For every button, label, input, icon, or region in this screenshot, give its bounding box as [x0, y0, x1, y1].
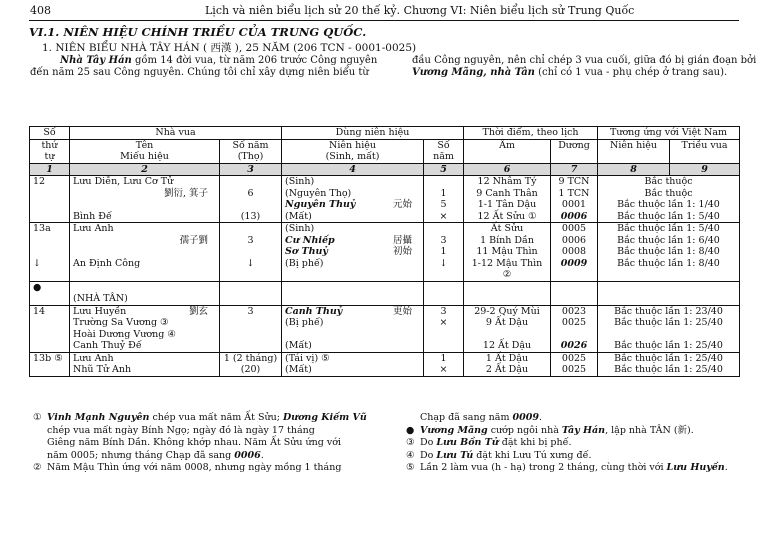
cell-duong	[551, 199, 598, 211]
cell-stt	[30, 293, 70, 305]
cell-text: 1-1 Tân Dậu	[477, 199, 537, 210]
intro-left-1: Nhà Tây Hán gồm 14 đời vua, từ năm 206 trước Công nguyên	[60, 55, 378, 66]
cell-ten	[70, 188, 220, 200]
cell-nien-hieu	[282, 317, 424, 329]
cell-text: 0026	[560, 340, 588, 351]
cell-so	[424, 246, 464, 258]
sub-header-stt: thứ tự	[30, 139, 70, 163]
cell-text: Canh Thuỷ	[285, 305, 343, 317]
cell-duong	[551, 188, 598, 200]
cell-text: 3	[440, 305, 447, 317]
cell-vn	[598, 329, 740, 341]
cell-text: Bắc thuộc lần 1: 25/40	[614, 352, 723, 364]
cell-text: (Bị phế)	[285, 257, 324, 269]
cell-so-nam	[220, 188, 282, 200]
table-row	[30, 293, 740, 305]
cell-text: (Nguyên Thọ)	[285, 187, 352, 199]
cell-stt	[30, 176, 70, 188]
cell-vn	[598, 176, 740, 188]
cell-ten	[70, 211, 220, 223]
cell-ten	[70, 340, 220, 352]
cell-so-nam	[220, 235, 282, 247]
col-header-tuong-ung: Tương ứng với Việt Nam	[598, 127, 740, 140]
cell-text: Bắc thuộc lần 1: 25/40	[614, 340, 723, 351]
cell-stt	[30, 246, 70, 258]
cell-text: 12 Nhâm Tý	[477, 176, 537, 187]
cell-so-nam	[220, 329, 282, 341]
cell-text: 0005	[561, 223, 587, 234]
cell-nien-hieu	[282, 176, 424, 188]
cell-text: (Tái vị) ⑤	[285, 352, 330, 364]
cell-so-nam	[220, 211, 282, 223]
table-row	[30, 258, 740, 282]
cell-text: 5	[440, 199, 447, 210]
cell-vn	[598, 317, 740, 329]
cell-am	[464, 317, 551, 329]
cell-text: Sơ Thuỷ	[285, 246, 328, 257]
cell-text: 3	[247, 305, 254, 317]
col-header-nha-vua: Nhà vua	[70, 127, 282, 140]
cell-stt	[30, 340, 70, 352]
cell-text: Bắc thuộc lần 1: 25/40	[614, 364, 723, 375]
cell-text: Lưu Huyền	[73, 305, 127, 317]
cell-am	[464, 211, 551, 223]
cell-text: 0006	[561, 234, 587, 246]
cell-nien-hieu	[282, 293, 424, 305]
cell-vn	[598, 246, 740, 258]
cell-vn	[598, 364, 740, 376]
cell-text: Bắc thuộc lần 1: 25/40	[614, 317, 723, 328]
cell-vn	[598, 235, 740, 247]
cell-text: 12	[33, 176, 46, 187]
cell-ten	[70, 246, 220, 258]
cell-ten	[70, 317, 220, 329]
cell-duong	[551, 281, 598, 293]
page-number: 408	[30, 4, 51, 17]
cell-text: (Sinh)	[285, 223, 315, 234]
intro-right-2: Vương Mãng, nhà Tân (chỉ có 1 vua - phụ chép ở trang sau).	[412, 67, 728, 78]
header-rule	[29, 20, 739, 21]
cell-am	[464, 246, 551, 258]
cell-vn	[598, 223, 740, 235]
cell-text: An Định Công	[73, 257, 141, 269]
cell-text: Nguyên Thuỷ	[285, 199, 356, 210]
cell-am	[464, 293, 551, 305]
table-row	[30, 199, 740, 211]
cell-text: Bắc thuộc lần 1: 5/40	[617, 223, 720, 234]
cell-duong	[551, 293, 598, 305]
cell-so	[424, 235, 464, 247]
cell-text: ↓	[246, 257, 255, 269]
cell-text: 12 Ất Dậu	[482, 340, 532, 351]
cell-duong	[551, 246, 598, 258]
cell-nien-hieu	[282, 246, 424, 258]
han-characters: 劉玄	[188, 305, 208, 317]
cell-stt	[30, 223, 70, 235]
cell-so-nam	[220, 223, 282, 235]
cell-stt	[30, 281, 70, 293]
cell-text: (Mất)	[285, 340, 312, 351]
sub-header-duong: Dương	[551, 139, 598, 163]
cell-stt	[30, 211, 70, 223]
cell-text: 0009	[560, 257, 588, 269]
cell-so	[424, 340, 464, 352]
table-row	[30, 246, 740, 258]
footnote-line: ① Vinh Mạnh Nguyên chép vua mất năm Ất Sửu; Dương Kiếm Vũ	[33, 412, 367, 423]
cell-text: 6	[247, 187, 254, 199]
index-cell: 6	[464, 163, 551, 176]
han-characters: 元始	[393, 199, 413, 210]
cell-vn	[598, 352, 740, 364]
cell-text: 0025	[561, 352, 587, 364]
index-cell: 4	[282, 163, 424, 176]
cell-so	[424, 188, 464, 200]
cell-so	[424, 293, 464, 305]
cell-text: Bắc thuộc lần 1: 5/40	[617, 210, 720, 222]
cell-text: 9 Ất Dậu	[485, 317, 529, 328]
footnote-line: ② Năm Mậu Thìn ứng với năm 0008, nhưng ngày mồng 1 tháng	[33, 462, 342, 473]
cell-ten	[70, 258, 220, 282]
cell-duong	[551, 211, 598, 223]
cell-ten	[70, 199, 220, 211]
footnote-line: ④ Do Lưu Tú đặt khi Lưu Tú xưng đế.	[406, 449, 592, 461]
cell-text: (Bị phế)	[285, 317, 324, 328]
cell-text: ↓	[439, 257, 448, 269]
cell-am	[464, 199, 551, 211]
han-characters: 居攝	[393, 234, 413, 246]
cell-text: Lưu Diễn, Lưu Cơ Tử	[73, 176, 174, 187]
cell-nien-hieu	[282, 281, 424, 293]
sub-header-so-nam: Số năm (Thọ)	[220, 139, 282, 163]
cell-stt	[30, 258, 70, 282]
cell-text: Lưu Anh	[73, 352, 114, 364]
index-row	[30, 163, 740, 176]
footnote-line: Giêng năm Bính Dần. Không khớp nhau. Năm Ất Sửu ứng với	[47, 437, 341, 448]
footnote-line: năm 0005; nhưng tháng Chạp đã sang 0006.	[47, 449, 264, 461]
table-row	[30, 281, 740, 293]
cell-nien-hieu	[282, 305, 424, 317]
cell-ten	[70, 223, 220, 235]
sub-header-ten: Tên Miếu hiệu	[70, 139, 220, 163]
cell-so	[424, 329, 464, 341]
table-row	[30, 235, 740, 247]
cell-text: Bình Đế	[73, 210, 112, 222]
cell-ten	[70, 352, 220, 364]
cell-text: 13a	[33, 223, 51, 234]
cell-so	[424, 317, 464, 329]
cell-so	[424, 199, 464, 211]
footnote-line: chép vua mất ngày Bính Ngọ; ngày đó là ngày 17 tháng	[47, 424, 315, 436]
cell-am	[464, 364, 551, 376]
cell-so	[424, 352, 464, 364]
cell-text: Hoài Dương Vương ④	[73, 328, 176, 340]
cell-text: Bắc thuộc lần 1: 23/40	[614, 305, 723, 317]
section-subtitle: 1. NIÊN BIỂU NHÀ TÂY HÁN ( 西漢 ), 25 NĂM (206 TCN - 0001-0025)	[42, 42, 417, 54]
cell-so-nam	[220, 305, 282, 317]
cell-text: 0006	[560, 210, 588, 222]
cell-text: 1-12 Mậu Thìn ②	[471, 257, 543, 280]
index-cell: 9	[670, 163, 740, 176]
han-characters: 劉衍, 箕子	[163, 187, 208, 199]
running-title: Lịch và niên biểu lịch sử 20 thế kỷ. Chương VI: Niên biểu lịch sử Trung Quốc	[205, 4, 635, 17]
cell-nien-hieu	[282, 364, 424, 376]
cell-text: Cư Nhiếp	[285, 234, 335, 246]
cell-text: 11 Mậu Thìn	[476, 246, 538, 257]
cell-nien-hieu	[282, 211, 424, 223]
cell-am	[464, 188, 551, 200]
cell-text: 0025	[561, 364, 587, 375]
intro-right-1: đầu Công nguyên, nên chỉ chép 3 vua cuối, giữa đó bị gián đoạn bởi	[412, 55, 757, 66]
cell-so-nam	[220, 352, 282, 364]
cell-text: 1 TCN	[558, 187, 590, 199]
cell-ten	[70, 364, 220, 376]
cell-text: 0023	[561, 305, 587, 317]
footnote-line: ● Vương Mãng cướp ngôi nhà Tây Hán, lập nhà TÂN (新).	[406, 424, 694, 436]
cell-nien-hieu	[282, 223, 424, 235]
cell-text: (NHÀ TÂN)	[73, 293, 128, 304]
cell-nien-hieu	[282, 199, 424, 211]
index-cell: 1	[30, 163, 70, 176]
cell-text: 29-2 Quý Mùi	[474, 305, 540, 317]
sub-header-nien-hieu: Niên hiệu (Sinh, mất)	[282, 139, 424, 163]
footnote-line: Chạp đã sang năm 0009.	[420, 412, 542, 423]
cell-text: ×	[439, 364, 448, 375]
cell-duong	[551, 340, 598, 352]
table-row	[30, 211, 740, 223]
cell-text: (13)	[240, 210, 261, 222]
cell-text: 1 Ất Dậu	[485, 352, 529, 364]
cell-am	[464, 329, 551, 341]
cell-duong	[551, 352, 598, 364]
cell-text: Ất Sửu	[490, 223, 524, 234]
index-cell: 3	[220, 163, 282, 176]
cell-text: (20)	[240, 364, 261, 375]
cell-text: 1	[440, 352, 447, 364]
cell-ten	[70, 281, 220, 293]
cell-nien-hieu	[282, 340, 424, 352]
cell-stt	[30, 188, 70, 200]
cell-am	[464, 305, 551, 317]
cell-text: ●	[33, 281, 42, 293]
cell-so-nam	[220, 258, 282, 282]
cell-nien-hieu	[282, 352, 424, 364]
table-row	[30, 188, 740, 200]
cell-text: 14	[33, 305, 46, 317]
index-cell: 7	[551, 163, 598, 176]
section-title: VI.1. NIÊN HIỆU CHÍNH TRIỀU CỦA TRUNG QUỐC.	[29, 25, 367, 39]
cell-so-nam	[220, 199, 282, 211]
cell-so	[424, 305, 464, 317]
cell-ten	[70, 293, 220, 305]
table-row	[30, 340, 740, 352]
cell-stt	[30, 199, 70, 211]
sub-header-am: Âm	[464, 139, 551, 163]
table-row	[30, 223, 740, 235]
cell-text: Lưu Anh	[73, 223, 114, 234]
cell-so-nam	[220, 246, 282, 258]
han-characters: 初始	[393, 246, 413, 257]
col-header-dung-nien-hieu: Dùng niên hiệu	[282, 127, 464, 140]
cell-stt	[30, 329, 70, 341]
cell-text: ×	[439, 317, 448, 328]
cell-so	[424, 281, 464, 293]
table-header-row-2	[30, 139, 740, 163]
index-cell: 8	[598, 163, 670, 176]
cell-vn	[598, 199, 740, 211]
han-characters: 更始	[393, 305, 413, 317]
cell-text: 9 TCN	[558, 176, 590, 187]
col-header-thoi-diem: Thời điểm, theo lịch	[464, 127, 598, 140]
cell-text: (Sinh)	[285, 176, 315, 187]
cell-nien-hieu	[282, 329, 424, 341]
intro-left-2: đến năm 25 sau Công nguyên. Chúng tôi chỉ xây dựng niên biểu từ	[30, 67, 369, 78]
cell-duong	[551, 223, 598, 235]
table-row	[30, 176, 740, 188]
sub-header-so: Số năm	[424, 139, 464, 163]
cell-text: 13b ⑤	[33, 352, 63, 364]
col-header-stt: Số	[30, 127, 70, 140]
cell-text: Bắc thuộc lần 1: 6/40	[617, 234, 720, 246]
cell-vn	[598, 293, 740, 305]
cell-duong	[551, 258, 598, 282]
cell-duong	[551, 305, 598, 317]
cell-am	[464, 176, 551, 188]
cell-duong	[551, 317, 598, 329]
cell-so-nam	[220, 317, 282, 329]
cell-duong	[551, 364, 598, 376]
cell-duong	[551, 329, 598, 341]
sub-header-vn-trieu-vua: Triều vua	[670, 139, 740, 163]
index-cell: 2	[70, 163, 220, 176]
cell-duong	[551, 176, 598, 188]
cell-ten	[70, 235, 220, 247]
cell-text: 3	[440, 234, 447, 246]
cell-text: Bắc thuộc	[644, 176, 693, 187]
cell-am	[464, 340, 551, 352]
cell-so	[424, 364, 464, 376]
cell-text: Bắc thuộc lần 1: 8/40	[617, 257, 720, 269]
cell-so-nam	[220, 176, 282, 188]
cell-so-nam	[220, 340, 282, 352]
cell-text: Bắc thuộc lần 1: 1/40	[617, 199, 720, 210]
cell-text: 12 Ất Sửu ①	[477, 210, 537, 222]
cell-am	[464, 223, 551, 235]
cell-text: 1	[440, 187, 447, 199]
table-row	[30, 352, 740, 364]
cell-text: (Mất)	[285, 210, 312, 222]
cell-stt	[30, 305, 70, 317]
cell-ten	[70, 176, 220, 188]
cell-so	[424, 223, 464, 235]
cell-text: Canh Thuỷ Đế	[73, 340, 142, 351]
table-header-row-1	[30, 127, 740, 140]
cell-ten	[70, 305, 220, 317]
cell-text: 9 Canh Thân	[476, 187, 538, 199]
cell-stt	[30, 352, 70, 364]
table-row	[30, 317, 740, 329]
cell-nien-hieu	[282, 188, 424, 200]
cell-text: 0001	[561, 199, 587, 210]
footnote-line: ⑤ Lần 2 làm vua (h - hạ) trong 2 tháng, cùng thời với Lưu Huyền.	[406, 462, 728, 473]
cell-text: ×	[439, 210, 448, 222]
cell-text: (Mất)	[285, 364, 312, 375]
han-characters: 孺子劉	[179, 234, 208, 246]
table-row	[30, 364, 740, 376]
cell-text: ↓	[33, 257, 41, 269]
cell-ten	[70, 329, 220, 341]
cell-text: Nhũ Tử Anh	[73, 364, 132, 375]
footnote-line: ③ Do Lưu Bồn Tử đặt khi bị phế.	[406, 437, 572, 448]
cell-so	[424, 176, 464, 188]
cell-text: 0025	[561, 317, 587, 328]
cell-vn	[598, 305, 740, 317]
cell-so-nam	[220, 293, 282, 305]
cell-vn	[598, 211, 740, 223]
cell-text: 1	[440, 246, 447, 257]
cell-so	[424, 258, 464, 282]
cell-text: 3	[247, 234, 254, 246]
cell-vn	[598, 258, 740, 282]
cell-so-nam	[220, 364, 282, 376]
cell-text: 1 Bính Dần	[480, 234, 534, 246]
cell-am	[464, 281, 551, 293]
cell-vn	[598, 188, 740, 200]
cell-am	[464, 235, 551, 247]
cell-text: 0008	[561, 246, 587, 257]
cell-text: Bắc thuộc	[644, 187, 693, 199]
dynasty-table	[29, 126, 740, 377]
cell-text: 2 Ất Dậu	[485, 364, 529, 375]
index-cell: 5	[424, 163, 464, 176]
cell-am	[464, 352, 551, 364]
cell-text: 1 (2 tháng)	[223, 352, 278, 364]
sub-header-vn-nien-hieu: Niên hiệu	[598, 139, 670, 163]
cell-vn	[598, 340, 740, 352]
cell-text: Trường Sa Vương ③	[73, 317, 169, 328]
cell-vn	[598, 281, 740, 293]
table-row	[30, 305, 740, 317]
cell-am	[464, 258, 551, 282]
cell-so-nam	[220, 281, 282, 293]
cell-stt	[30, 317, 70, 329]
cell-stt	[30, 235, 70, 247]
cell-text: Bắc thuộc lần 1: 8/40	[617, 246, 720, 257]
cell-nien-hieu	[282, 258, 424, 282]
table-row	[30, 329, 740, 341]
cell-duong	[551, 235, 598, 247]
cell-so	[424, 211, 464, 223]
cell-nien-hieu	[282, 235, 424, 247]
cell-stt	[30, 364, 70, 376]
